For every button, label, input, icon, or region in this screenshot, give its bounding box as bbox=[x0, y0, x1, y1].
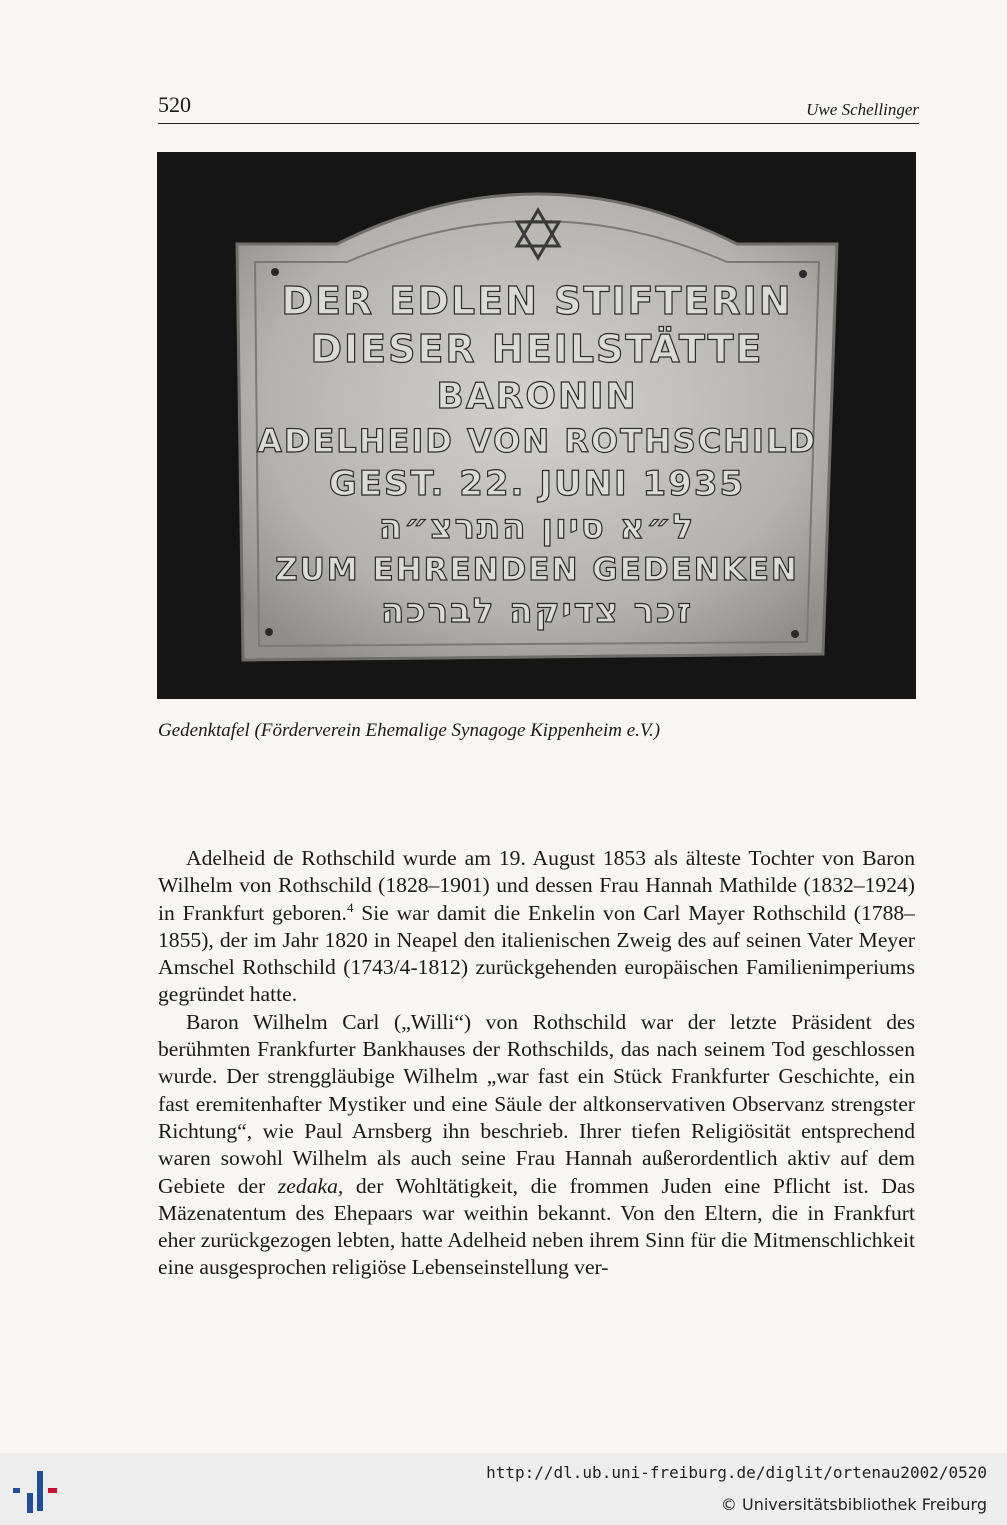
plaque-line: ל״א סיון התרצ״ה bbox=[378, 507, 696, 547]
footer-url-link[interactable]: http://dl.ub.uni-freiburg.de/diglit/ortenau2002/0520 bbox=[486, 1463, 987, 1482]
plaque-line: DIESER HEILSTÄTTE bbox=[310, 327, 764, 371]
plaque-line: GEST. 22. JUNI 1935 bbox=[328, 464, 746, 504]
footer-copyright: © Universitätsbibliothek Freiburg bbox=[720, 1495, 987, 1514]
paragraph: Baron Wilhelm Carl („Willi“) von Rothschild war der letzte Präsident des berühmten Frankfurter Bankhauses der Rothschilds, das nach seinem Tod geschlossen wurde. Der strenggläubige Wilhelm „war fast ein Stück Frankfurter Geschichte, ein fast eremitenhafter Mystiker und eine Säule der altkonservativen Observanz strengster Richtung“, wie Paul Arnsberg ihn beschrieb. Ihrer tiefen Religiösität entsprechend waren sowohl Wilhelm als auch seine Frau Hannah außerordentlich aktiv auf dem Gebiete der zedaka, der Wohltätigkeit, die frommen Juden eine Pflicht ist. Das Mäzenatentum des Ehepaars war weithin bekannt. Von den Eltern, die in Frankfurt eher zurückgezogen lebten, hatte Adelheid neben ihrem Sinn für die Mitmenschlichkeit eine ausgesprochen religiöse Lebenseinstellung ver- bbox=[158, 1009, 916, 1280]
plaque-line: DER EDLEN STIFTERIN bbox=[281, 279, 793, 323]
logo-square bbox=[13, 1488, 20, 1493]
logo-square bbox=[37, 1471, 43, 1511]
running-head-author: Uwe Schellinger bbox=[806, 100, 919, 119]
italic-term: zedaka, bbox=[277, 1173, 344, 1198]
page-number: 520 bbox=[158, 92, 191, 117]
ub-freiburg-logo-icon bbox=[10, 1463, 65, 1518]
plaque-line: ZUM EHRENDEN GEDENKEN bbox=[275, 552, 799, 588]
paragraph: Adelheid de Rothschild wurde am 19. August 1853 als älteste Tochter von Baron Wilhelm von Rothschild (1828–1901) und dessen Frau Hannah Mathilde (1832–1924) in Frankfurt geboren.$^4$ Sie war damit die Enkelin von Carl Mayer Rothschild (1788–1855), der im Jahr 1820 in Neapel den italienischen Zweig des auf seinen Vater Meyer Amschel Rothschild (1743/4-1812) zurückgehenden europäischen Familienimperiums gegründet hatte. bbox=[158, 846, 915, 1007]
logo-square bbox=[27, 1493, 33, 1513]
plaque-screw bbox=[799, 270, 807, 278]
footnote-marker: 4 bbox=[346, 899, 354, 915]
plaque-line: BARONIN bbox=[436, 376, 638, 417]
plaque-screw bbox=[265, 628, 273, 636]
logo-square bbox=[48, 1488, 57, 1493]
plaque-photo bbox=[157, 152, 916, 699]
plaque-line: זכר צדיקה לברכה bbox=[381, 591, 693, 631]
body-text bbox=[158, 845, 915, 1282]
header-rule bbox=[158, 123, 919, 124]
plaque-line: ADELHEID VON ROTHSCHILD bbox=[257, 422, 817, 460]
plaque-screw bbox=[791, 630, 799, 638]
figure-caption: Gedenktafel (Förderverein Ehemalige Synagoge Kippenheim e.V.) bbox=[158, 720, 661, 741]
plaque-screw bbox=[271, 268, 279, 276]
footer-bar bbox=[0, 1453, 1007, 1525]
